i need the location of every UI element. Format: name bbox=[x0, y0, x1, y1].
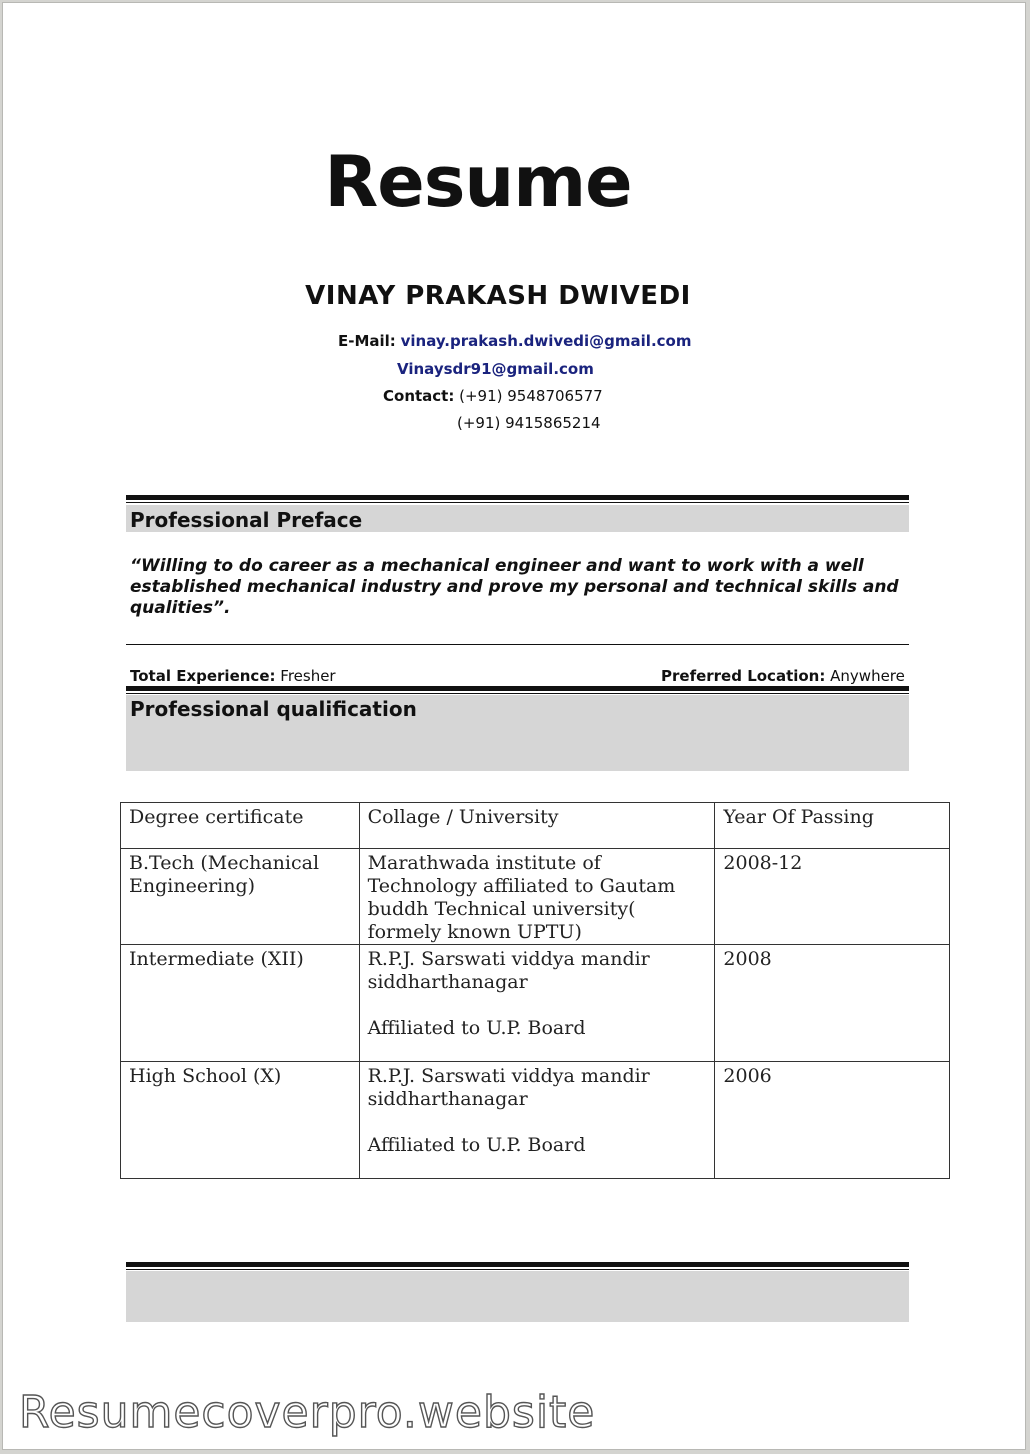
empty-section-band bbox=[126, 1271, 909, 1322]
year-cell: 2008-12 bbox=[715, 849, 950, 945]
email-label: E-Mail: bbox=[338, 332, 396, 350]
institute-cell: Marathwada institute of Technology affiliated to Gautam buddh Technical university( formely known UPTU) bbox=[359, 849, 715, 945]
section-rule bbox=[126, 686, 909, 691]
table-row bbox=[121, 1062, 950, 1179]
phone-primary: (+91) 9548706577 bbox=[459, 387, 603, 405]
table-header-row bbox=[121, 803, 950, 849]
document-title: Resume bbox=[324, 141, 632, 223]
preface-heading: Professional Preface bbox=[130, 508, 363, 532]
email-secondary-line bbox=[397, 360, 594, 378]
affiliation-text: Affiliated to U.P. Board bbox=[367, 1017, 586, 1039]
institute-name: R.P.J. Sarswati viddya mandir siddharthanagar bbox=[367, 948, 650, 993]
header-university: Collage / University bbox=[359, 803, 715, 849]
experience-value: Fresher bbox=[280, 667, 336, 685]
degree-cell: Intermediate (XII) bbox=[121, 945, 360, 1062]
qualification-table bbox=[120, 802, 950, 1179]
qualification-band bbox=[126, 695, 909, 771]
resume-page bbox=[2, 2, 1026, 1450]
email-secondary[interactable]: Vinaysdr91@gmail.com bbox=[397, 360, 594, 378]
section-rule bbox=[126, 1262, 909, 1267]
institute-cell bbox=[359, 1062, 715, 1179]
header-year: Year Of Passing bbox=[715, 803, 950, 849]
email-line bbox=[338, 332, 691, 350]
location-value: Anywhere bbox=[830, 667, 905, 685]
section-rule-thin bbox=[126, 502, 909, 503]
preface-band bbox=[126, 505, 909, 532]
phone-label: Contact: bbox=[383, 387, 455, 405]
preface-text: “Willing to do career as a mechanical engineer and want to work with a well established mechanical industry and prove my personal and technical skills and qualities”. bbox=[130, 556, 899, 618]
phone-line bbox=[383, 387, 603, 405]
year-cell: 2008 bbox=[715, 945, 950, 1062]
year-cell: 2006 bbox=[715, 1062, 950, 1179]
divider bbox=[126, 644, 909, 645]
section-rule-thin bbox=[126, 693, 909, 694]
candidate-name: VINAY PRAKASH DWIVEDI bbox=[305, 281, 691, 311]
experience-label: Total Experience: bbox=[130, 667, 276, 685]
affiliation-text: Affiliated to U.P. Board bbox=[367, 1134, 586, 1156]
location-label: Preferred Location: bbox=[661, 667, 826, 685]
header-degree: Degree certificate bbox=[121, 803, 360, 849]
qualification-heading: Professional qualification bbox=[130, 697, 417, 721]
table-row bbox=[121, 849, 950, 945]
institute-name: R.P.J. Sarswati viddya mandir siddharthanagar bbox=[367, 1065, 650, 1110]
phone-secondary-line bbox=[457, 414, 601, 432]
table-row bbox=[121, 945, 950, 1062]
preferred-location bbox=[661, 667, 905, 685]
watermark-text: Resumecoverpro.website bbox=[19, 1387, 596, 1438]
degree-cell: High School (X) bbox=[121, 1062, 360, 1179]
email-primary[interactable]: vinay.prakash.dwivedi@gmail.com bbox=[400, 332, 692, 350]
institute-cell bbox=[359, 945, 715, 1062]
phone-secondary: (+91) 9415865214 bbox=[457, 414, 601, 432]
degree-cell: B.Tech (Mechanical Engineering) bbox=[121, 849, 360, 945]
section-rule-thin bbox=[126, 1269, 909, 1270]
total-experience bbox=[130, 667, 336, 685]
section-rule bbox=[126, 495, 909, 500]
